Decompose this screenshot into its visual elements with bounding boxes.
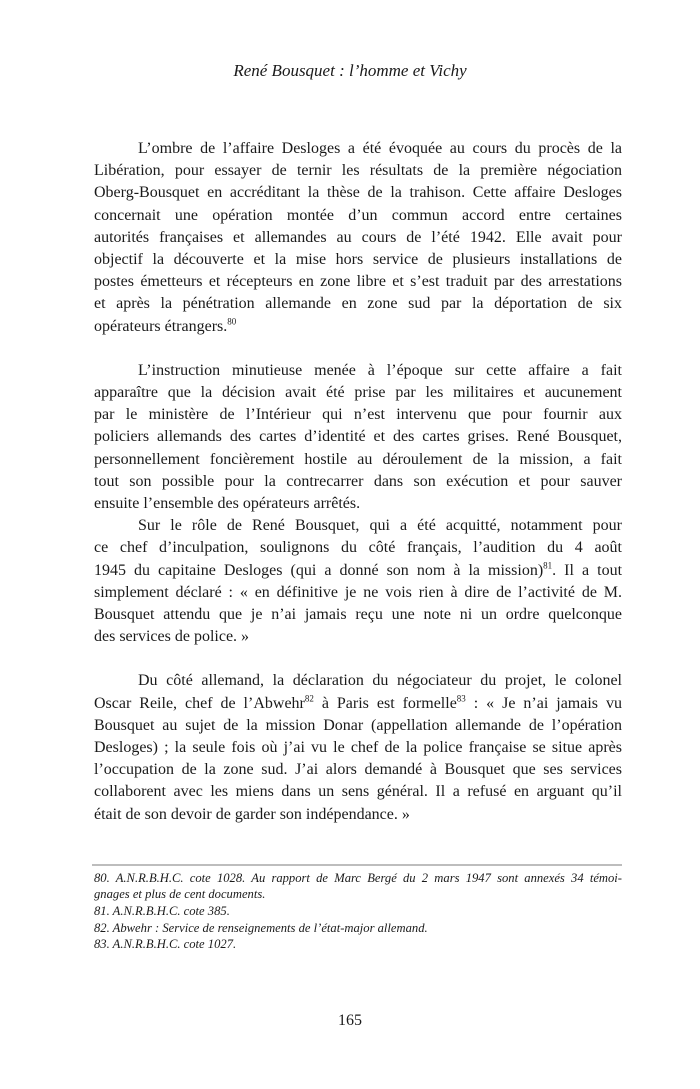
- footnote-83: 83. A.N.R.B.H.C. cote 1027.: [94, 937, 237, 952]
- text-line: simplement déclaré : « en définitive je ne vois rien à dire de l’activité de M.: [94, 583, 622, 601]
- text-line: Desloges) ; la seule fois où j’ai vu le chef de la police française se situe après: [94, 739, 622, 757]
- paragraph-1: [94, 138, 622, 338]
- footnote-separator: [92, 864, 622, 866]
- text-line: objectif la découverte et la mise hors service de plusieurs installations de: [94, 251, 622, 269]
- text-line: apparaître que la décision avait été prise par les militaires et aucunement: [94, 384, 622, 402]
- text-line: des services de police. »: [94, 628, 250, 646]
- text-fragment: à Paris est formelle: [313, 694, 457, 712]
- text-fragment: . Il a tout: [552, 561, 623, 579]
- text-line: personnellement foncièrement hostile au déroulement de la mission, a fait: [94, 450, 622, 468]
- text-line: concernait une opération montée d’un commun accord entre certaines: [94, 206, 622, 224]
- text-line: Du côté allemand, la déclaration du négociateur du projet, le colonel: [138, 672, 622, 690]
- text-line: [94, 560, 622, 582]
- footnote-ref-81[interactable]: 81: [543, 560, 553, 571]
- text-line: postes émetteurs et récepteurs en zone libre et s’est traduit par des arrestations: [94, 273, 622, 291]
- text-line: par le ministère de l’Intérieur qui n’est intervenu que pour fournir aux: [94, 406, 622, 424]
- text-fragment: : « Je n’ai jamais vu: [465, 694, 622, 712]
- text-fragment: opérateurs étrangers.: [94, 317, 228, 335]
- footnote-ref-83[interactable]: 83: [456, 693, 466, 704]
- text-line: L’ombre de l’affaire Desloges a été évoquée au cours du procès de la: [138, 140, 622, 157]
- text-line: était de son devoir de garder son indépendance. »: [94, 805, 410, 823]
- text-line: Libération, pour essayer de ternir les résultats de la première négociation: [94, 162, 622, 180]
- text-line: [94, 316, 622, 338]
- paragraph-2: [94, 360, 622, 515]
- text-line: policiers allemands des cartes d’identité et des cartes grises. René Bousquet,: [94, 428, 622, 446]
- text-line: [94, 693, 622, 715]
- text-line: et après la pénétration allemande en zone sud par la déportation de six: [94, 295, 622, 313]
- text-line: tout son possible pour la contrecarrer dans son exécution et pour sauver: [94, 472, 622, 490]
- text-line: Oberg-Bousquet en accréditant la thèse de la trahison. Cette affaire Desloges: [94, 184, 622, 202]
- text-line: L’instruction minutieuse menée à l’époque sur cette affaire a fait: [138, 361, 622, 379]
- footnote-80: 80. A.N.R.B.H.C. cote 1028. Au rapport de Marc Bergé du 2 mars 1947 sont annexés 34 témoi-: [94, 870, 622, 885]
- text-fragment: 1945 du capitaine Desloges (qui a donné son nom à la mission): [94, 561, 544, 579]
- page-number: 165: [338, 1011, 362, 1029]
- text-line: ensuite l’ensemble des opérateurs arrêtés.: [94, 495, 361, 513]
- text-fragment: Oscar Reile, chef de l’Abwehr: [94, 694, 305, 712]
- footnote-82: 82. Abwehr : Service de renseignements de l’état-major allemand.: [94, 920, 428, 935]
- footnote-81: 81. A.N.R.B.H.C. cote 385.: [94, 904, 230, 919]
- footnote-ref-80[interactable]: 80: [227, 316, 237, 327]
- text-line: autorités françaises et allemandes au cours de l’été 1942. Elle avait pour: [94, 228, 622, 246]
- text-line: Sur le rôle de René Bousquet, qui a été acquitté, notamment pour: [138, 517, 622, 535]
- paragraph-3: [94, 515, 622, 648]
- running-head: René Bousquet : l’homme et Vichy: [233, 61, 467, 80]
- footnote-80-continued: gnages et plus de cent documents.: [94, 887, 266, 902]
- footnote-ref-82[interactable]: 82: [304, 693, 314, 704]
- text-line: collaborent avec les miens dans un sens général. Il a refusé en arguant qu’il: [94, 783, 622, 801]
- text-line: ce chef d’inculpation, soulignons du côté français, l’audition du 4 août: [94, 539, 622, 557]
- text-line: l’occupation de la zone sud. J’ai alors demandé à Bousquet que ses services: [94, 761, 622, 779]
- footnotes: [94, 870, 622, 953]
- text-line: Bousquet au sujet de la mission Donar (appellation allemande de l’opération: [94, 716, 622, 734]
- text-line: Bousquet attendu que je n’ai jamais reçu une note ni un ordre quelconque: [94, 606, 622, 624]
- paragraph-4: [94, 670, 622, 825]
